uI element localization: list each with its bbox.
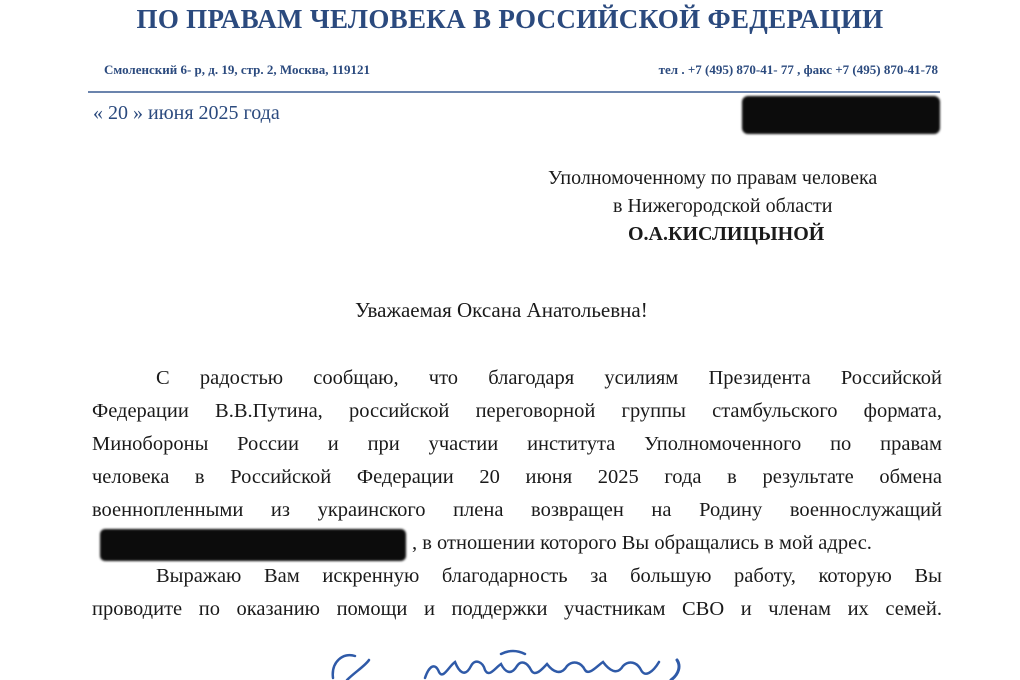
header-divider bbox=[88, 91, 940, 93]
body-line: Федерации В.В.Путина, российской переговорной группы стамбульского формата, bbox=[92, 400, 942, 422]
redacted-reference-number bbox=[742, 96, 940, 134]
handwritten-closing-signature bbox=[325, 632, 705, 680]
redacted-serviceman-name bbox=[100, 529, 406, 561]
salutation: Уважаемая Оксана Анатольевна! bbox=[355, 298, 648, 322]
body-line: человека в Российской Федерации 20 июня 2025 года в результате обмена bbox=[92, 466, 942, 488]
addressee-line-2: в Нижегородской области bbox=[613, 195, 833, 217]
addressee-name: О.А.КИСЛИЦЫНОЙ bbox=[628, 223, 825, 245]
body-line: военнопленными из украинского плена возвращен на Родину военнослужащий bbox=[92, 499, 942, 521]
addressee-line-1: Уполномоченному по правам человека bbox=[548, 167, 878, 189]
organization-phone-fax: тел . +7 (495) 870-41- 77 , факс +7 (495) 870-41-78 bbox=[658, 62, 938, 77]
body-line: Выражаю Вам искренную благодарность за большую работу, которую Вы bbox=[156, 565, 942, 587]
organization-address: Смоленский 6- р, д. 19, стр. 2, Москва, 119121 bbox=[104, 62, 371, 77]
contact-row bbox=[104, 62, 938, 80]
organization-title: ПО ПРАВАМ ЧЕЛОВЕКА В РОССИЙСКОЙ ФЕДЕРАЦИИ bbox=[136, 4, 884, 34]
body-line: Минобороны России и при участии института Уполномоченного по правам bbox=[92, 433, 942, 455]
body-line: проводите по оказанию помощи и поддержки участникам СВО и членам их семей. bbox=[92, 598, 942, 620]
body-line: С радостью сообщаю, что благодаря усилиям Президента Российской bbox=[156, 367, 942, 389]
body-line-tail: , в отношении которого Вы обращались в мой адрес. bbox=[412, 532, 872, 554]
letter-date: « 20 » июня 2025 года bbox=[93, 102, 280, 124]
